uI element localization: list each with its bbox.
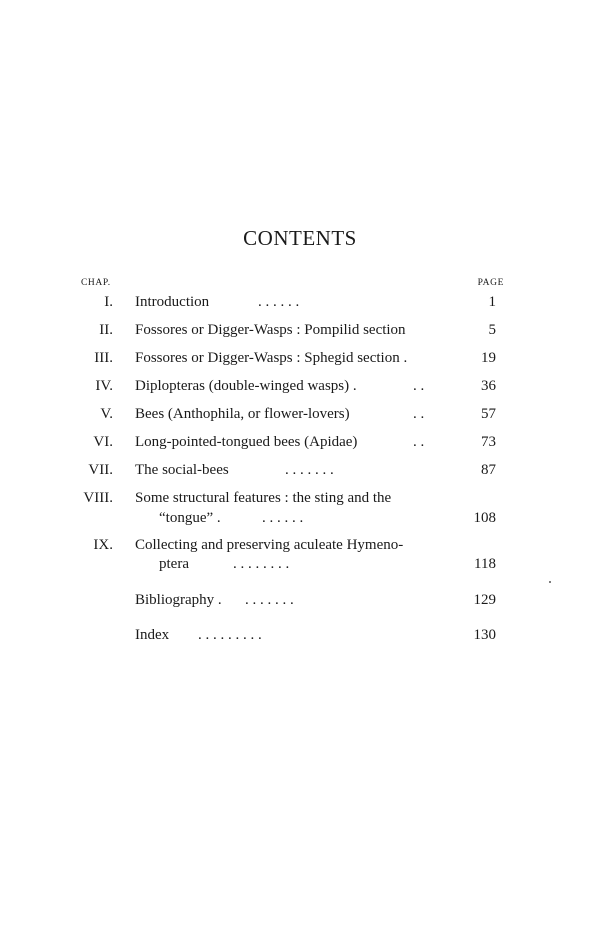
page-number: 57 [481, 406, 496, 422]
chapter-title: Long-pointed-tongued bees (Apidae) [135, 434, 358, 450]
chapter-number: II. [99, 322, 113, 338]
page-number: 19 [481, 350, 496, 366]
chapter-title: Fossores or Digger-Wasps : Pompilid section [135, 322, 406, 338]
chapter-title: Bees (Anthophila, or flower-lovers) [135, 406, 350, 422]
chapter-title-continuation: “tongue” . [159, 510, 221, 526]
dot-leader: . . [413, 434, 425, 450]
chapter-number: I. [104, 294, 113, 310]
toc-entry [0, 291, 600, 313]
page-number: 108 [473, 510, 496, 526]
chapter-title-continuation: ptera [159, 556, 189, 572]
chapter-title: Some structural features : the sting and the [135, 490, 392, 506]
toc-entry [0, 319, 600, 341]
toc-entry [0, 403, 600, 425]
chapter-title: The social-bees [135, 462, 229, 478]
toc-entry [0, 589, 600, 611]
contents-heading: CONTENTS [243, 226, 357, 250]
chapter-number: VI. [93, 434, 113, 450]
chapter-number: IX. [93, 537, 113, 553]
page-number: 5 [488, 322, 496, 338]
toc-entry [0, 431, 600, 453]
toc-entry [0, 375, 600, 397]
chapter-title: Bibliography . [135, 592, 222, 608]
page-number: 118 [474, 556, 496, 572]
dot-leader: . . . . . . . [285, 462, 334, 478]
dot-leader: . . . . . . [262, 510, 304, 526]
chapter-title: Fossores or Digger-Wasps : Sphegid section . [135, 350, 408, 366]
toc-entry [0, 347, 600, 369]
chapter-number: VII. [88, 462, 113, 478]
chapter-title: Diplopteras (double-winged wasps) . [135, 378, 357, 394]
chapter-number: V. [100, 406, 113, 422]
page-number: 130 [473, 627, 496, 643]
dot-leader: . . . . . . [258, 294, 300, 310]
chapter-number: VIII. [83, 490, 113, 506]
chapter-title: Collecting and preserving aculeate Hymeno- [135, 537, 404, 553]
dot-leader: . . . . . . . [245, 592, 294, 608]
dot-leader: . . [413, 378, 425, 394]
page-speck [549, 581, 551, 583]
page-number: 1 [488, 294, 496, 310]
chapter-title: Index [135, 627, 170, 643]
toc-entry [0, 487, 600, 509]
dot-leader: . . [413, 406, 425, 422]
toc-entry-continuation [0, 507, 600, 529]
toc-entry [0, 459, 600, 481]
page-number: 36 [481, 378, 496, 394]
toc-entry [0, 624, 600, 646]
chapter-title: Introduction [135, 294, 210, 310]
dot-leader: . . . . . . . . . [198, 627, 262, 643]
toc-entry-continuation [0, 553, 600, 575]
chapter-column-header: CHAP. [81, 278, 111, 288]
dot-leader: . . . . . . . . [233, 556, 290, 572]
page-number: 73 [481, 434, 496, 450]
page-number: 87 [481, 462, 496, 478]
chapter-number: IV. [95, 378, 113, 394]
page-number: 129 [473, 592, 496, 608]
chapter-number: III. [94, 350, 113, 366]
page-column-header: PAGE [477, 278, 504, 288]
